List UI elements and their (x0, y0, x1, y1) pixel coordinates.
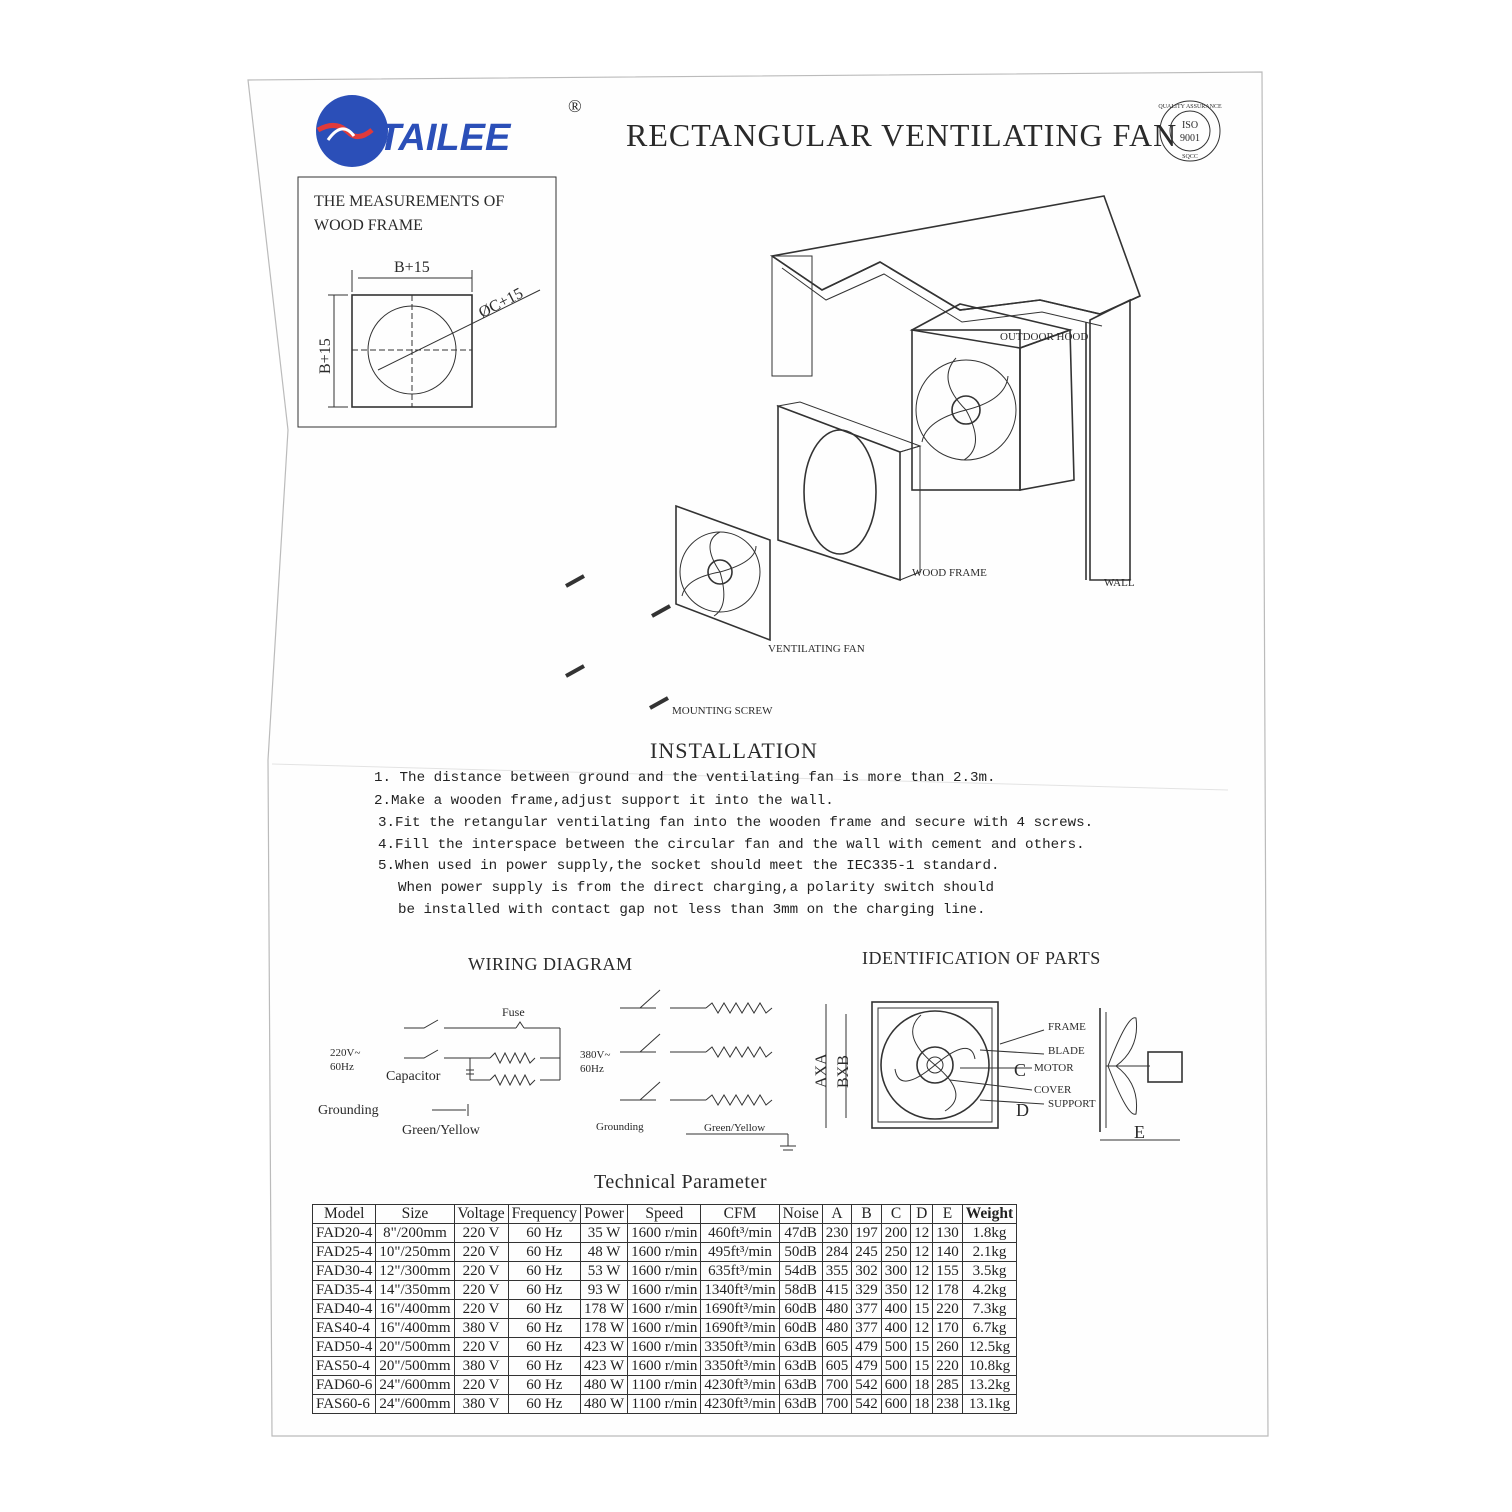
table-cell: 380 V (454, 1357, 508, 1376)
table-cell: 60 Hz (508, 1262, 580, 1281)
svg-text:SQCC: SQCC (1182, 154, 1198, 160)
table-cell: 6.7kg (962, 1319, 1016, 1338)
table-header-row (313, 1205, 1017, 1224)
table-cell: 1600 r/min (628, 1243, 701, 1262)
dim-top-label: B+15 (394, 259, 430, 276)
table-cell: 220 V (454, 1338, 508, 1357)
table-cell: 400 (881, 1319, 911, 1338)
table-cell: 7.3kg (962, 1300, 1016, 1319)
table-cell: 245 (852, 1243, 882, 1262)
installation-step-5: 5.When used in power supply,the socket should meet the IEC335-1 standard. (378, 858, 1000, 874)
table-cell: 13.1kg (962, 1395, 1016, 1414)
dim-c-label: C (1014, 1060, 1027, 1080)
installation-step-4: 4.Fill the interspace between the circular fan and the wall with cement and others. (378, 837, 1085, 853)
table-cell: 130 (933, 1224, 963, 1243)
table-cell: 178 (933, 1281, 963, 1300)
dim-axa-label: AXA (813, 1053, 830, 1088)
table-cell: 4230ft³/min (701, 1376, 779, 1395)
table-cell: 302 (852, 1262, 882, 1281)
table-cell: 12.5kg (962, 1338, 1016, 1357)
table-cell: 4230ft³/min (701, 1395, 779, 1414)
table-row (313, 1262, 1017, 1281)
table-cell: 635ft³/min (701, 1262, 779, 1281)
table-cell: 480 (822, 1300, 852, 1319)
table-cell: 542 (852, 1376, 882, 1395)
label-outdoor-hood: OUTDOOR HOOD (1000, 331, 1089, 343)
table-cell: 15 (911, 1338, 933, 1357)
table-cell: 284 (822, 1243, 852, 1262)
table-cell: 60dB (779, 1300, 822, 1319)
table-row (313, 1300, 1017, 1319)
table-cell: 460ft³/min (701, 1224, 779, 1243)
table-cell: 14"/350mm (376, 1281, 454, 1300)
grounding-label: Grounding (318, 1103, 379, 1118)
installation-step-1: 1. The distance between ground and the ventilating fan is more than 2.3m. (374, 770, 996, 786)
table-cell: 1600 r/min (628, 1224, 701, 1243)
document-title: RECTANGULAR VENTILATING FAN (626, 117, 1178, 153)
table-cell: FAD35-4 (313, 1281, 376, 1300)
dim-d-label: D (1016, 1100, 1029, 1120)
table-cell: 63dB (779, 1338, 822, 1357)
table-cell: 60 Hz (508, 1300, 580, 1319)
table-cell: FAD40-4 (313, 1300, 376, 1319)
table-cell: 10"/250mm (376, 1243, 454, 1262)
col-power: Power (581, 1205, 628, 1224)
table-cell: 380 V (454, 1319, 508, 1338)
fuse-label: Fuse (502, 1005, 525, 1019)
table-cell: 63dB (779, 1395, 822, 1414)
col-a: A (822, 1205, 852, 1224)
table-cell: 60 Hz (508, 1243, 580, 1262)
table-cell: 35 W (581, 1224, 628, 1243)
table-body (313, 1224, 1017, 1414)
table-row (313, 1376, 1017, 1395)
v380-label-1: 380V~ (580, 1049, 611, 1061)
table-cell: 63dB (779, 1376, 822, 1395)
v220-label-2: 60Hz (330, 1061, 354, 1073)
table-cell: 300 (881, 1262, 911, 1281)
tech-heading: Technical Parameter (594, 1171, 768, 1193)
green-yellow-label-380: Green/Yellow (704, 1122, 766, 1134)
table-cell: 1100 r/min (628, 1376, 701, 1395)
table-cell: 15 (911, 1300, 933, 1319)
table-cell: 355 (822, 1262, 852, 1281)
part-cover-label: COVER (1034, 1084, 1072, 1096)
table-cell: 220 V (454, 1300, 508, 1319)
table-cell: 3350ft³/min (701, 1338, 779, 1357)
svg-text:ISO: ISO (1181, 120, 1199, 131)
table-cell: 700 (822, 1376, 852, 1395)
table-cell: 48 W (581, 1243, 628, 1262)
table-cell: 60 Hz (508, 1395, 580, 1414)
table-cell: 13.2kg (962, 1376, 1016, 1395)
dim-bxb-label: BXB (835, 1055, 852, 1088)
table-cell: 16"/400mm (376, 1319, 454, 1338)
table-cell: 12 (911, 1262, 933, 1281)
table-cell: 15 (911, 1357, 933, 1376)
table-cell: 1100 r/min (628, 1395, 701, 1414)
table-cell: 3.5kg (962, 1262, 1016, 1281)
v220-label-1: 220V~ (330, 1047, 361, 1059)
tech-parameter-table (312, 1204, 1017, 1414)
table-cell: 1600 r/min (628, 1319, 701, 1338)
green-yellow-label: Green/Yellow (402, 1123, 480, 1138)
table-cell: 479 (852, 1338, 882, 1357)
table-cell: 542 (852, 1395, 882, 1414)
table-cell: 285 (933, 1376, 963, 1395)
table-cell: 10.8kg (962, 1357, 1016, 1376)
table-cell: 220 V (454, 1262, 508, 1281)
table-cell: 18 (911, 1395, 933, 1414)
table-row (313, 1281, 1017, 1300)
label-wall: WALL (1104, 577, 1135, 589)
table-cell: 200 (881, 1224, 911, 1243)
table-cell: 12 (911, 1224, 933, 1243)
table-cell: 1340ft³/min (701, 1281, 779, 1300)
col-speed: Speed (628, 1205, 701, 1224)
capacitor-label: Capacitor (386, 1069, 441, 1084)
dim-left-label: B+15 (317, 338, 334, 374)
table-cell: 24"/600mm (376, 1395, 454, 1414)
table-cell: 155 (933, 1262, 963, 1281)
table-cell: 1600 r/min (628, 1338, 701, 1357)
table-cell: 480 W (581, 1376, 628, 1395)
table-cell: 1.8kg (962, 1224, 1016, 1243)
table-cell: 500 (881, 1338, 911, 1357)
table-cell: 54dB (779, 1262, 822, 1281)
table-cell: 238 (933, 1395, 963, 1414)
table-cell: FAD25-4 (313, 1243, 376, 1262)
table-cell: 12 (911, 1243, 933, 1262)
table-cell: FAD50-4 (313, 1338, 376, 1357)
wiring-heading: WIRING DIAGRAM (468, 954, 633, 974)
table-cell: 58dB (779, 1281, 822, 1300)
table-cell: 220 V (454, 1281, 508, 1300)
table-cell: 600 (881, 1395, 911, 1414)
table-cell: 479 (852, 1357, 882, 1376)
installation-heading: INSTALLATION (650, 738, 818, 763)
table-cell: 480 (822, 1319, 852, 1338)
table-cell: 220 V (454, 1243, 508, 1262)
label-wood-frame: WOOD FRAME (912, 567, 987, 579)
table-row (313, 1357, 1017, 1376)
table-cell: FAS50-4 (313, 1357, 376, 1376)
registered-mark: ® (568, 96, 582, 116)
part-frame-label: FRAME (1048, 1021, 1086, 1033)
table-cell: 18 (911, 1376, 933, 1395)
table-cell: 220 V (454, 1376, 508, 1395)
table-cell: 495ft³/min (701, 1243, 779, 1262)
table-cell: 12 (911, 1281, 933, 1300)
table-cell: 600 (881, 1376, 911, 1395)
table-cell: 220 (933, 1357, 963, 1376)
table-cell: 350 (881, 1281, 911, 1300)
dim-diag-label: ØC+15 (476, 284, 526, 322)
table-cell: 1600 r/min (628, 1300, 701, 1319)
table-cell: 60 Hz (508, 1319, 580, 1338)
table-row (313, 1243, 1017, 1262)
table-cell: 170 (933, 1319, 963, 1338)
table-cell: FAS60-6 (313, 1395, 376, 1414)
table-cell: 60 Hz (508, 1357, 580, 1376)
table-cell: 1690ft³/min (701, 1300, 779, 1319)
table-cell: 60 Hz (508, 1224, 580, 1243)
table-cell: 4.2kg (962, 1281, 1016, 1300)
installation-step-3: 3.Fit the retangular ventilating fan into the wooden frame and secure with 4 screws. (378, 815, 1094, 831)
col-cfm: CFM (701, 1205, 779, 1224)
table-cell: 178 W (581, 1319, 628, 1338)
table-row (313, 1395, 1017, 1414)
table-cell: 60 Hz (508, 1376, 580, 1395)
col-e: E (933, 1205, 963, 1224)
col-weight: Weight (962, 1205, 1016, 1224)
svg-text:9001: 9001 (1180, 133, 1200, 144)
table-cell: 700 (822, 1395, 852, 1414)
label-ventilating-fan: VENTILATING FAN (768, 643, 865, 655)
table-cell: 60 Hz (508, 1281, 580, 1300)
col-d: D (911, 1205, 933, 1224)
col-noise: Noise (779, 1205, 822, 1224)
table-cell: 197 (852, 1224, 882, 1243)
installation-step-2: 2.Make a wooden frame,adjust support it into the wall. (374, 793, 834, 809)
table-cell: 220 V (454, 1224, 508, 1243)
table-cell: FAD30-4 (313, 1262, 376, 1281)
wood-frame-title-1: THE MEASUREMENTS OF (314, 193, 505, 210)
table-cell: 16"/400mm (376, 1300, 454, 1319)
col-c: C (881, 1205, 911, 1224)
dim-e-label: E (1134, 1122, 1145, 1142)
table-cell: 63dB (779, 1357, 822, 1376)
table-cell: FAD60-6 (313, 1376, 376, 1395)
part-support-label: SUPPORT (1048, 1098, 1096, 1110)
table-cell: FAD20-4 (313, 1224, 376, 1243)
col-b: B (852, 1205, 882, 1224)
col-voltage: Voltage (454, 1205, 508, 1224)
col-size: Size (376, 1205, 454, 1224)
table-cell: 12 (911, 1319, 933, 1338)
table-cell: 220 (933, 1300, 963, 1319)
table-cell: 260 (933, 1338, 963, 1357)
table-cell: 60dB (779, 1319, 822, 1338)
table-cell: 1600 r/min (628, 1281, 701, 1300)
table-cell: 1690ft³/min (701, 1319, 779, 1338)
table-cell: 380 V (454, 1395, 508, 1414)
table-cell: 140 (933, 1243, 963, 1262)
table-row (313, 1224, 1017, 1243)
table-cell: 480 W (581, 1395, 628, 1414)
table-cell: 178 W (581, 1300, 628, 1319)
label-mounting-screw: MOUNTING SCREW (672, 705, 773, 717)
table-cell: 423 W (581, 1338, 628, 1357)
table-cell: 3350ft³/min (701, 1357, 779, 1376)
installation-step-5b: When power supply is from the direct charging,a polarity switch should (398, 880, 994, 896)
col-frequency: Frequency (508, 1205, 580, 1224)
table-cell: 47dB (779, 1224, 822, 1243)
svg-text:QUALITY ASSURANCE: QUALITY ASSURANCE (1158, 104, 1222, 110)
table-cell: 400 (881, 1300, 911, 1319)
table-cell: 20"/500mm (376, 1357, 454, 1376)
table-cell: 53 W (581, 1262, 628, 1281)
table-cell: 377 (852, 1319, 882, 1338)
table-cell: 60 Hz (508, 1338, 580, 1357)
table-cell: 1600 r/min (628, 1262, 701, 1281)
table-row (313, 1319, 1017, 1338)
part-motor-label: MOTOR (1034, 1062, 1074, 1074)
v380-label-2: 60Hz (580, 1063, 604, 1075)
table-cell: 423 W (581, 1357, 628, 1376)
table-cell: 377 (852, 1300, 882, 1319)
table-cell: FAS40-4 (313, 1319, 376, 1338)
wood-frame-title-2: WOOD FRAME (314, 217, 423, 234)
table-cell: 500 (881, 1357, 911, 1376)
table-cell: 1600 r/min (628, 1357, 701, 1376)
table-cell: 8"/200mm (376, 1224, 454, 1243)
table-cell: 415 (822, 1281, 852, 1300)
table-cell: 230 (822, 1224, 852, 1243)
table-cell: 2.1kg (962, 1243, 1016, 1262)
table-cell: 20"/500mm (376, 1338, 454, 1357)
installation-step-5c: be installed with contact gap not less than 3mm on the charging line. (398, 902, 986, 918)
table-cell: 605 (822, 1357, 852, 1376)
table-cell: 329 (852, 1281, 882, 1300)
table-cell: 605 (822, 1338, 852, 1357)
table-cell: 250 (881, 1243, 911, 1262)
table-cell: 12"/300mm (376, 1262, 454, 1281)
table-cell: 93 W (581, 1281, 628, 1300)
grounding-label-380: Grounding (596, 1121, 644, 1133)
parts-heading: IDENTIFICATION OF PARTS (862, 948, 1101, 968)
table-cell: 24"/600mm (376, 1376, 454, 1395)
table-cell: 50dB (779, 1243, 822, 1262)
part-blade-label: BLADE (1048, 1045, 1085, 1057)
table-row (313, 1338, 1017, 1357)
col-model: Model (313, 1205, 376, 1224)
brand-name: TAILEE (378, 117, 511, 159)
